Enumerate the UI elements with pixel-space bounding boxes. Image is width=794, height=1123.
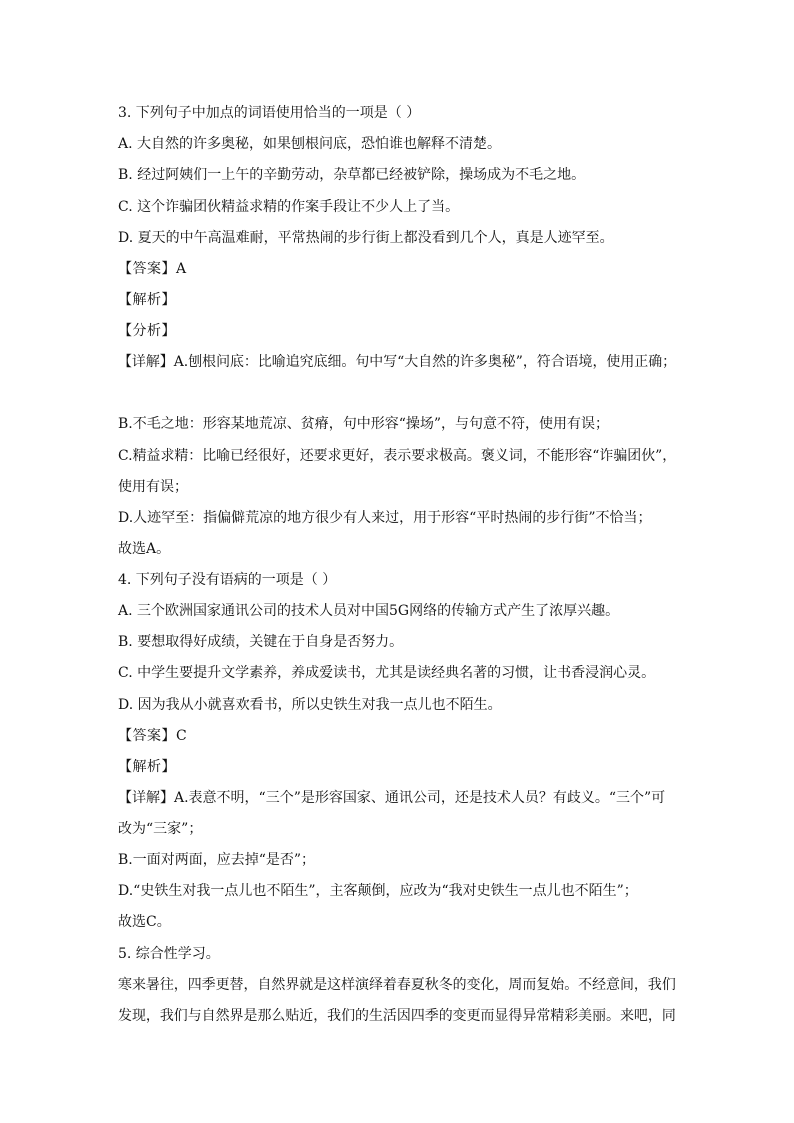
q4-option-a: A. 三个欧洲国家通讯公司的技术人员对中国5G网络的传输方式产生了浓厚兴趣。: [118, 603, 620, 619]
q4-detail-b: B.一面对两面，应去掉“是否”；: [118, 852, 316, 868]
q5-stem: 5. 综合性学习。: [118, 946, 220, 962]
q3-detail-a: 【详解】A.刨根问底：比喻追究底细。句中写“大自然的许多奥秘”，符合语境，使用正确；: [118, 354, 677, 370]
q4-option-b: B. 要想取得好成绩，关键在于自身是否努力。: [118, 634, 404, 650]
q5-paragraph-line2: 发现，我们与自然界是那么贴近，我们的生活因四季的变更而显得异常精彩美丽。来吧，同: [118, 1008, 676, 1024]
q5-paragraph-line1: 寒来暑往，四季更替，自然界就是这样演绎着春夏秋冬的变化，周而复始。不经意间，我们: [118, 977, 676, 993]
q3-conclusion: 故选A。: [118, 541, 171, 557]
q3-option-a: A. 大自然的许多奥秘，如果刨根问底，恐怕谁也解释不清楚。: [118, 136, 502, 152]
q4-conclusion: 故选C。: [118, 914, 171, 930]
q4-option-d: D. 因为我从小就喜欢看书，所以史铁生对我一点儿也不陌生。: [118, 697, 502, 713]
q4-detail-a-line2: 改为“三家”；: [118, 821, 203, 837]
q3-stem: 3. 下列句子中加点的词语使用恰当的一项是（ ）: [118, 105, 421, 121]
q3-option-d: D. 夏天的中午高温难耐，平常热闹的步行街上都没看到几个人，真是人迹罕至。: [118, 230, 614, 246]
q4-option-c: C. 中学生要提升文学素养，养成爱读书，尤其是读经典名著的习惯，让书香浸润心灵。: [118, 665, 656, 681]
q4-answer: 【答案】C: [118, 728, 188, 744]
q3-detail-b: B.不毛之地：形容某地荒凉、贫瘠，句中形容“操场”，与句意不符，使用有误；: [118, 416, 610, 432]
q3-option-c: C. 这个诈骗团伙精益求精的作案手段让不少人上了当。: [118, 199, 460, 215]
q4-detail-a-line1: 【详解】A.表意不明，“三个”是形容国家、通讯公司，还是技术人员？有歧义。“三个”可: [118, 790, 666, 806]
q3-detail-c-line1: C.精益求精：比喻已经很好，还要求更好，表示要求极高。褒义词，不能形容“诈骗团伙”，: [118, 448, 677, 464]
q3-option-b: B. 经过阿姨们一上午的辛勤劳动，杂草都已经被铲除，操场成为不毛之地。: [118, 167, 586, 183]
q4-detail-d: D.“史铁生对我一点儿也不陌生”，主客颠倒，应改为“我对史铁生一点儿也不陌生”；: [118, 883, 638, 899]
q3-fenxi-label: 【分析】: [118, 323, 176, 339]
q4-analysis-label: 【解析】: [118, 759, 176, 775]
q3-detail-d: D.人迹罕至：指偏僻荒凉的地方很少有人来过，用于形容“平时热闹的步行街”不恰当；: [118, 510, 652, 526]
q4-stem: 4. 下列句子没有语病的一项是（ ）: [118, 572, 337, 588]
q3-analysis-label: 【解析】: [118, 292, 176, 308]
q3-answer: 【答案】A: [118, 261, 187, 277]
q3-detail-c-line2: 使用有误；: [118, 479, 188, 495]
